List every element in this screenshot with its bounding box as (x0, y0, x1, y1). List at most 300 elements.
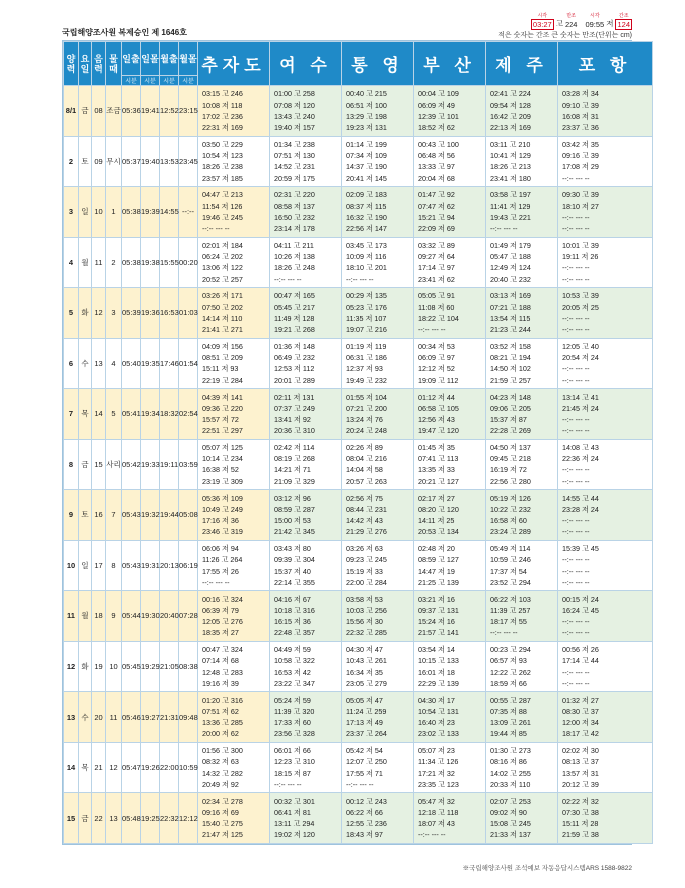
moonrise-cell: 20:40 (160, 591, 179, 642)
tide-entry: 08:58 저 137 (274, 201, 315, 211)
tide-cell (486, 692, 558, 743)
tide-entry: 16:24 고 45 (562, 605, 599, 615)
moonset-cell: 02:54 (179, 389, 198, 440)
sunset-cell: 19:26 (141, 742, 160, 793)
sunrise-cell: 05:36 (122, 86, 141, 137)
tide-cell (270, 187, 342, 238)
moonset-cell: 10:59 (179, 742, 198, 793)
tide-period-cell: 9 (106, 591, 122, 642)
sunrise-cell: 05:45 (122, 641, 141, 692)
tide-entry: 07:08 저 120 (274, 100, 315, 110)
date-cell: 10 (64, 540, 79, 591)
table-row (64, 490, 653, 541)
tide-entry: 02:42 저 114 (274, 443, 315, 453)
date-cell: 12 (64, 641, 79, 692)
header-sub-sunset: 시분 (141, 76, 160, 86)
tide-entry: 02:56 저 75 (346, 493, 383, 503)
moonset-cell: 23:45 (179, 136, 198, 187)
tide-entry: 08:30 고 37 (562, 706, 599, 716)
tide-entry: 05:05 고 91 (418, 291, 455, 301)
sunset-cell: 19:31 (141, 540, 160, 591)
weekday-cell: 수 (79, 692, 92, 743)
tide-cell (558, 439, 653, 490)
tide-entry: 14:55 고 44 (562, 493, 599, 503)
tide-entry: 07:35 저 88 (490, 706, 527, 716)
sunrise-cell: 05:39 (122, 288, 141, 339)
moonrise-cell: 17:46 (160, 338, 179, 389)
legend-low-height (615, 13, 632, 29)
tide-entry: 04:50 저 137 (490, 443, 531, 453)
tide-period-cell: 5 (106, 389, 122, 440)
sunrise-cell: 05:48 (122, 793, 141, 844)
tide-entry: 02:09 고 183 (346, 190, 387, 200)
tide-entry: 22:19 고 284 (202, 375, 243, 385)
tide-entry: 16:01 저 18 (418, 667, 455, 677)
tide-entry: 07:34 저 109 (346, 151, 387, 161)
moonrise-cell: 15:55 (160, 237, 179, 288)
sunset-cell: 19:34 (141, 389, 160, 440)
tide-entry: 08:19 고 268 (274, 454, 315, 464)
moonset-cell: 01:54 (179, 338, 198, 389)
tide-entry: --:-- --- -- (346, 779, 374, 789)
tide-entry: 01:19 저 119 (346, 342, 387, 352)
tide-entry: 00:16 고 324 (202, 594, 243, 604)
header-port-busan: 부 산 (414, 42, 486, 86)
tide-entry: 12:05 고 276 (202, 617, 243, 627)
tide-cell (198, 692, 270, 743)
tide-entry: 20:53 고 134 (418, 527, 459, 537)
tide-cell (486, 389, 558, 440)
header-sub-moonrise: 시분 (160, 76, 179, 86)
tide-entry: 02:41 고 224 (490, 89, 531, 99)
tide-entry: 12:18 고 118 (418, 808, 459, 818)
moonset-cell: 06:19 (179, 540, 198, 591)
tide-entry: 18:22 고 104 (418, 313, 459, 323)
tide-entry: 08:04 고 216 (346, 454, 387, 464)
tide-entry: 23:41 저 180 (490, 173, 531, 183)
sunset-cell: 19:40 (141, 136, 160, 187)
tide-entry: 17:13 저 49 (346, 718, 383, 728)
tide-cell (414, 641, 486, 692)
moonset-cell: 03:59 (179, 439, 198, 490)
tide-entry: 13:54 저 115 (490, 313, 531, 323)
tide-entry: 16:08 저 31 (562, 111, 599, 121)
tide-entry: 17:55 저 71 (346, 768, 383, 778)
tide-entry: 01:12 저 44 (418, 392, 455, 402)
tide-entry: 06:58 고 105 (418, 403, 459, 413)
tide-entry: 05:19 저 126 (490, 493, 531, 503)
tide-entry: 20:05 저 25 (562, 302, 599, 312)
legend-cap-time2: 시각 (590, 13, 600, 19)
tide-entry: 06:48 저 56 (418, 151, 455, 161)
tide-cell (342, 86, 414, 137)
tide-entry: 02:22 저 32 (562, 796, 599, 806)
tide-cell (270, 692, 342, 743)
moonrise-cell: 19:44 (160, 490, 179, 541)
tide-period-cell: 4 (106, 338, 122, 389)
tide-entry: 11:49 저 128 (274, 313, 315, 323)
tide-cell (198, 793, 270, 844)
tide-entry: 11:35 저 107 (346, 313, 387, 323)
table-row (64, 692, 653, 743)
tide-entry: 05:07 저 125 (202, 443, 243, 453)
tide-cell (558, 187, 653, 238)
date-cell: 7 (64, 389, 79, 440)
tide-entry: 01:20 고 316 (202, 695, 243, 705)
tide-entry: 01:00 고 258 (274, 89, 315, 99)
tide-cell (342, 742, 414, 793)
tide-cell (198, 591, 270, 642)
tide-entry: 22:56 고 280 (490, 476, 531, 486)
tide-entry: 07:14 저 68 (202, 656, 239, 666)
tide-period-cell: 13 (106, 793, 122, 844)
tide-entry: --:-- --- -- (562, 313, 590, 323)
tide-cell (414, 540, 486, 591)
tide-entry: --:-- --- -- (562, 566, 590, 576)
tide-entry: --:-- --- -- (202, 224, 230, 234)
tide-entry: 17:14 고 44 (562, 656, 599, 666)
tide-entry: 16:53 저 42 (274, 667, 311, 677)
tide-cell (198, 490, 270, 541)
tide-entry: 13:57 저 31 (562, 768, 599, 778)
tide-entry: 06:24 고 202 (202, 252, 243, 262)
tide-entry: 08:59 고 287 (274, 504, 315, 514)
tide-period-cell: 11 (106, 692, 122, 743)
table-row (64, 237, 653, 288)
moonrise-cell: 18:32 (160, 389, 179, 440)
tide-entry: 14:50 저 102 (490, 364, 531, 374)
table-row (64, 540, 653, 591)
tide-entry: 07:41 고 113 (418, 454, 459, 464)
header-weekday: 요일 (79, 42, 92, 86)
tide-cell (270, 237, 342, 288)
tide-entry: 03:15 고 246 (202, 89, 243, 99)
tide-entry: --:-- --- -- (274, 779, 302, 789)
moonrise-cell: 12:52 (160, 86, 179, 137)
legend-row (531, 13, 632, 29)
approval-text: 국립해양조사원 복제승인 제 1646호 (62, 28, 187, 37)
weekday-cell: 토 (79, 490, 92, 541)
table-row (64, 793, 653, 844)
header-port-pohang: 포 항 (558, 42, 653, 86)
moonset-cell: 07:28 (179, 591, 198, 642)
tide-entry: 03:50 고 229 (202, 139, 243, 149)
tide-entry: 16:40 저 23 (418, 718, 455, 728)
tide-cell (486, 742, 558, 793)
tide-entry: 12:37 저 93 (346, 364, 383, 374)
tide-entry: 23:05 고 279 (346, 678, 387, 688)
tide-entry: --:-- --- -- (562, 364, 590, 374)
tide-entry: 20:54 저 24 (562, 353, 599, 363)
tide-entry: 11:26 고 264 (202, 555, 243, 565)
tide-cell (486, 540, 558, 591)
tide-entry: 13:29 고 198 (346, 111, 387, 121)
tide-cell (270, 389, 342, 440)
tide-entry: 06:09 저 49 (418, 100, 455, 110)
weekday-cell: 금 (79, 793, 92, 844)
tide-period-cell: 10 (106, 641, 122, 692)
tide-entry: 13:43 고 240 (274, 111, 315, 121)
tide-entry: 17:33 저 60 (274, 718, 311, 728)
tide-entry: 23:37 고 264 (346, 729, 387, 739)
tide-entry: 09:45 고 218 (490, 454, 531, 464)
tide-entry: 21:47 저 125 (202, 830, 243, 840)
tide-entry: 10:49 고 249 (202, 504, 243, 514)
tide-cell (270, 86, 342, 137)
tide-entry: 18:10 고 201 (346, 263, 387, 273)
tide-entry: --:-- --- -- (562, 555, 590, 565)
tide-entry: 12:39 고 101 (418, 111, 459, 121)
tide-entry: 10:01 고 39 (562, 240, 599, 250)
legend-note: 적은 숫자는 간조 큰 숫자는 만조(단위는 cm) (498, 32, 632, 39)
tide-cell (558, 389, 653, 440)
moonset-cell: 23:15 (179, 86, 198, 137)
header-sub-moonset: 시분 (179, 76, 198, 86)
sunset-cell: 19:36 (141, 288, 160, 339)
tide-entry: 08:32 저 63 (202, 757, 239, 767)
weekday-cell: 화 (79, 288, 92, 339)
tide-entry: 15:39 고 45 (562, 544, 599, 554)
tide-entry: 06:22 저 66 (346, 808, 383, 818)
legend-low-time: 09:55 (585, 20, 605, 29)
tide-entry: 00:34 저 53 (418, 342, 455, 352)
tide-entry: 07:47 저 62 (418, 201, 455, 211)
tide-entry: 15:40 고 275 (202, 819, 243, 829)
tide-cell (342, 692, 414, 743)
tide-entry: 18:35 저 27 (202, 628, 239, 638)
tide-entry: 14:14 저 110 (202, 313, 243, 323)
tide-entry: --:-- --- -- (562, 263, 590, 273)
tide-entry: 21:23 고 244 (490, 325, 531, 335)
tide-entry: 13:11 고 294 (274, 819, 315, 829)
tide-cell (558, 540, 653, 591)
tide-entry: 23:56 고 328 (274, 729, 315, 739)
tide-entry: 06:01 저 66 (274, 746, 311, 756)
date-cell: 6 (64, 338, 79, 389)
tide-entry: 05:05 저 47 (346, 695, 383, 705)
tide-entry: 03:11 고 210 (490, 139, 531, 149)
tide-entry: --:-- --- -- (562, 527, 590, 537)
tide-entry: 11:54 저 126 (202, 201, 243, 211)
header-port-yeosu: 여 수 (270, 42, 342, 86)
tide-entry: --:-- --- -- (562, 617, 590, 627)
tide-cell (342, 641, 414, 692)
tide-entry: 07:37 고 249 (274, 403, 315, 413)
tide-entry: 05:24 저 59 (274, 695, 311, 705)
tide-entry: 20:24 고 248 (346, 426, 387, 436)
tide-entry: 21:42 고 345 (274, 527, 315, 537)
tide-entry: 12:49 저 124 (490, 263, 531, 273)
tide-entry: 13:06 저 122 (202, 263, 243, 273)
tide-entry: 05:07 저 23 (418, 746, 455, 756)
table-row (64, 288, 653, 339)
tide-entry: 02:07 고 253 (490, 796, 531, 806)
tide-entry: 20:59 저 175 (274, 173, 315, 183)
tide-cell (342, 338, 414, 389)
tide-entry: 15:37 저 87 (490, 414, 527, 424)
tide-cell (270, 742, 342, 793)
tide-cell (486, 187, 558, 238)
table-row (64, 187, 653, 238)
legend-low (585, 13, 605, 29)
tide-cell (558, 591, 653, 642)
tide-cell (486, 136, 558, 187)
tide-entry: 15:11 저 93 (202, 364, 239, 374)
tide-entry: 08:21 고 194 (490, 353, 531, 363)
tide-entry: 09:27 저 64 (418, 252, 455, 262)
tide-entry: 16:34 저 35 (346, 667, 383, 677)
tide-entry: 03:42 저 35 (562, 139, 599, 149)
tide-entry: 06:49 고 232 (274, 353, 315, 363)
tide-cell (342, 793, 414, 844)
tide-entry: 17:16 저 36 (202, 516, 239, 526)
tide-entry: 22:32 고 285 (346, 628, 387, 638)
tide-entry: --:-- --- -- (562, 577, 590, 587)
tide-entry: 12:23 고 310 (274, 757, 315, 767)
weekday-cell: 금 (79, 439, 92, 490)
tide-entry: 12:12 저 52 (418, 364, 455, 374)
table-row (64, 86, 653, 137)
tide-entry: 03:28 저 34 (562, 89, 599, 99)
tide-entry: 01:47 고 92 (418, 190, 455, 200)
tide-entry: 22:14 고 355 (274, 577, 315, 587)
tide-entry: 11:39 고 257 (490, 605, 531, 615)
tide-entry: 14:52 고 231 (274, 162, 315, 172)
moonrise-cell: 13:53 (160, 136, 179, 187)
date-cell: 2 (64, 136, 79, 187)
tide-entry: 16:50 고 232 (274, 212, 315, 222)
sunrise-cell: 05:38 (122, 187, 141, 238)
tide-entry: 21:57 고 141 (418, 628, 459, 638)
tide-entry: 03:54 저 14 (418, 645, 455, 655)
tide-entry: 12:56 저 43 (418, 414, 455, 424)
header-sunset: 일몰 (141, 42, 160, 76)
tide-cell (198, 237, 270, 288)
lunar-cell: 08 (92, 86, 106, 137)
header-port-chujado: 추자도 (198, 42, 270, 86)
tide-entry: 00:47 저 165 (274, 291, 315, 301)
tide-cell (342, 288, 414, 339)
tide-entry: 01:36 저 148 (274, 342, 315, 352)
tide-cell (198, 86, 270, 137)
tide-entry: 18:26 고 248 (274, 263, 315, 273)
tide-entry: 11:34 고 126 (418, 757, 459, 767)
tide-entry: 03:32 고 89 (418, 240, 455, 250)
tide-entry: 10:03 고 256 (346, 605, 387, 615)
tide-cell (198, 439, 270, 490)
tide-entry: 10:43 고 261 (346, 656, 387, 666)
tide-entry: 14:04 저 58 (346, 465, 383, 475)
tide-entry: 17:02 고 236 (202, 111, 243, 121)
tide-entry: 04:11 고 211 (274, 240, 314, 250)
tide-entry: 05:47 저 32 (418, 796, 455, 806)
tide-cell (342, 591, 414, 642)
tide-cell (486, 288, 558, 339)
sunset-cell: 19:39 (141, 187, 160, 238)
tide-entry: 13:36 고 285 (202, 718, 243, 728)
tide-entry: 15:08 고 245 (490, 819, 531, 829)
tide-entry: 02:26 저 89 (346, 443, 383, 453)
tide-entry: 02:34 고 278 (202, 796, 243, 806)
tide-cell (414, 490, 486, 541)
tide-entry: 01:55 저 104 (346, 392, 387, 402)
tide-cell (486, 338, 558, 389)
tide-entry: 04:23 저 148 (490, 392, 531, 402)
tide-entry: 07:21 고 200 (346, 403, 387, 413)
tide-entry: 23:19 고 309 (202, 476, 243, 486)
tide-cell (342, 439, 414, 490)
tide-entry: 07:50 고 202 (202, 302, 243, 312)
tide-entry: 06:22 저 103 (490, 594, 531, 604)
footer-note: ※국립해양조사원 조석예보 자동응답시스템ARS 1588-9822 (462, 865, 632, 872)
tide-entry: 18:43 저 97 (346, 830, 383, 840)
tide-entry: 15:11 저 28 (562, 819, 599, 829)
tide-entry: --:-- --- -- (562, 173, 590, 183)
tide-entry: --:-- --- -- (490, 224, 518, 234)
tide-entry: --:-- --- -- (562, 465, 590, 475)
tide-cell (270, 136, 342, 187)
tide-entry: 19:02 저 120 (274, 830, 315, 840)
tide-cell (414, 136, 486, 187)
tide-cell (270, 288, 342, 339)
tide-cell (198, 338, 270, 389)
tide-entry: 03:26 저 171 (202, 291, 243, 301)
tide-cell (558, 490, 653, 541)
tide-cell (270, 490, 342, 541)
sunset-cell: 19:29 (141, 641, 160, 692)
sunrise-cell: 05:38 (122, 237, 141, 288)
tide-entry: 18:15 저 87 (274, 768, 311, 778)
lunar-cell: 10 (92, 187, 106, 238)
tide-cell (414, 338, 486, 389)
tide-entry: 09:39 고 304 (274, 555, 315, 565)
moonset-cell: 05:08 (179, 490, 198, 541)
legend-cap-low: 간조 (618, 13, 629, 19)
tide-entry: 08:44 고 231 (346, 504, 387, 514)
date-cell: 13 (64, 692, 79, 743)
tide-cell (342, 187, 414, 238)
tide-cell (414, 692, 486, 743)
tide-entry: 06:09 고 97 (418, 353, 455, 363)
tide-entry: 20:57 고 263 (346, 476, 387, 486)
tide-cell (342, 540, 414, 591)
tide-entry: 04:47 고 213 (202, 190, 243, 200)
tide-entry: 20:00 저 62 (202, 729, 239, 739)
moonrise-cell: 22:00 (160, 742, 179, 793)
tide-entry: 16:38 저 52 (202, 465, 239, 475)
tide-entry: 08:59 고 127 (418, 555, 459, 565)
tide-entry: 15:24 저 16 (418, 617, 455, 627)
tide-entry: 22:29 고 139 (418, 678, 459, 688)
lunar-cell: 22 (92, 793, 106, 844)
tide-entry: --:-- --- -- (562, 274, 590, 284)
tide-cell (198, 641, 270, 692)
tide-entry: 20:36 고 310 (274, 426, 315, 436)
tide-entry: 12:05 고 40 (562, 342, 599, 352)
tide-entry: 10:15 고 133 (418, 656, 459, 666)
tide-entry: 12:22 고 262 (490, 667, 531, 677)
tide-entry: 14:08 고 43 (562, 443, 599, 453)
tide-entry: 23:37 고 36 (562, 122, 599, 132)
tide-entry: 05:45 고 217 (274, 302, 315, 312)
moonrise-cell: 16:53 (160, 288, 179, 339)
table-row (64, 439, 653, 490)
tide-entry: 19:46 고 245 (202, 212, 243, 222)
tide-entry: 17:08 저 29 (562, 162, 599, 172)
sunrise-cell: 05:44 (122, 591, 141, 642)
header-port-jeju: 제 주 (486, 42, 558, 86)
tide-period-cell: 3 (106, 288, 122, 339)
